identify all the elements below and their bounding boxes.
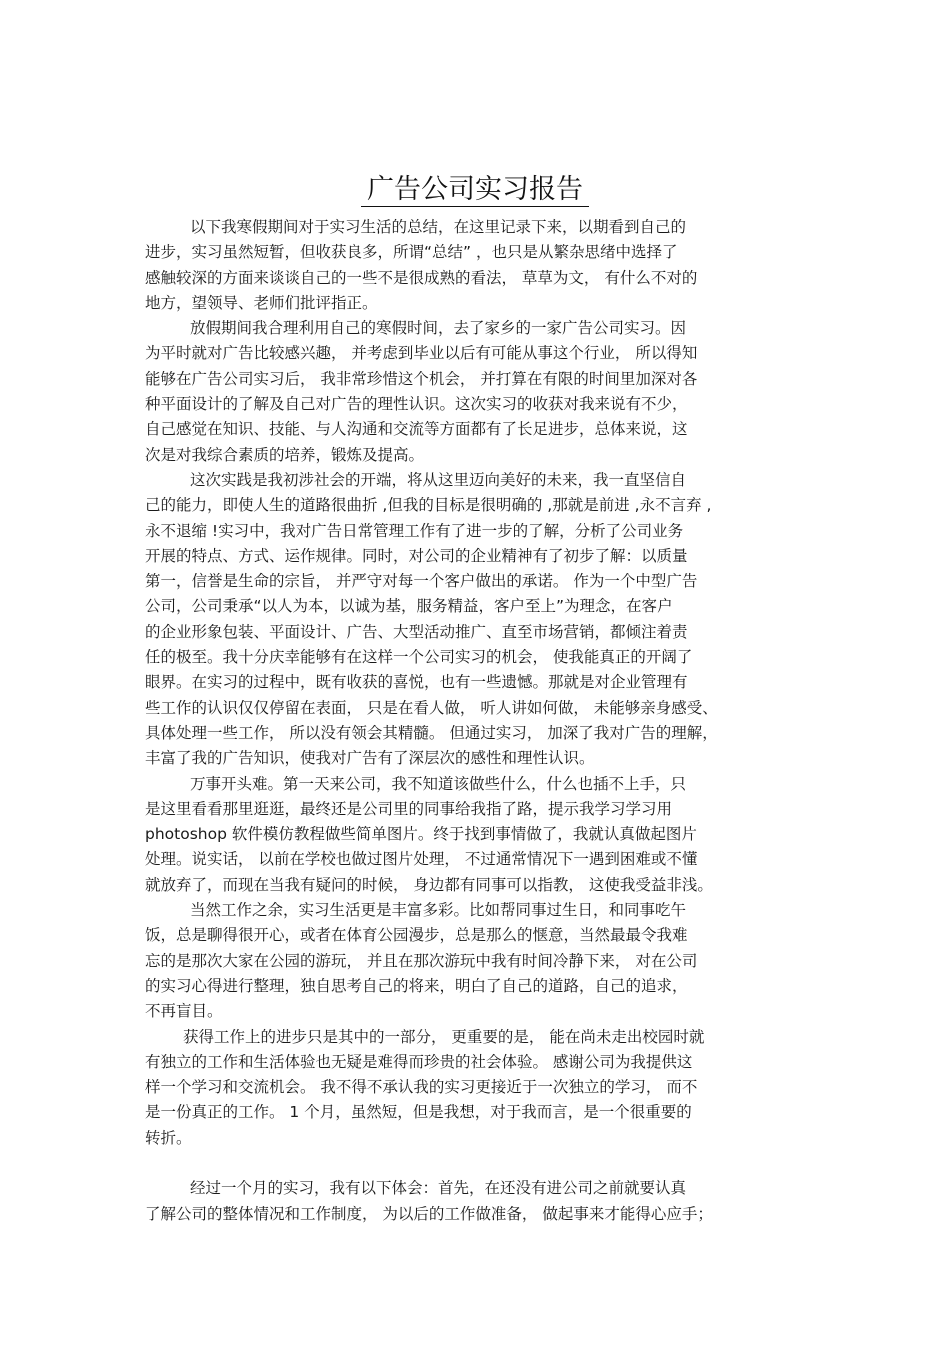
text-line: 放假期间我合理利用自己的寒假时间，去了家乡的一家广告公司实习。因	[190, 319, 687, 338]
text-line: 万事开头难。第一天来公司，我不知道该做些什么，什么也插不上手，只	[190, 774, 687, 793]
text-line: 了解公司的整体情况和工作制度， 为以后的工作做准备， 做起事来才能得心应手；	[145, 1204, 713, 1223]
text-line: 具体处理一些工作， 所以没有领会其精髓。 但通过实习， 加深了我对广告的理解，	[145, 723, 718, 742]
text-line: 当然工作之余，实习生活更是丰富多彩。比如帮同事过生日，和同事吃午	[190, 901, 687, 920]
text-line: 眼界。在实习的过程中，既有收获的喜悦，也有一些遗憾。那就是对企业管理有	[145, 673, 688, 692]
text-line: 样一个学习和交流机会。 我不得不承认我的实习更接近于一次独立的学习， 而不	[145, 1078, 698, 1097]
text-line: 进步，实习虽然短暂，但收获良多，所谓“总结” ，也只是从繁杂思绪中选择了	[145, 243, 678, 262]
text-line: 转折。	[145, 1128, 192, 1147]
text-line: 的实习心得进行整理，独自思考自己的将来，明白了自己的道路，自己的追求，	[145, 976, 688, 995]
text-line: photoshop 软件模仿教程做些简单图片。终于找到事情做了，我就认真做起图片	[145, 825, 697, 844]
text-line: 己的能力，即使人生的道路很曲折 ,但我的目标是很明确的 ,那就是前进 ,永不言弃 ,	[145, 496, 712, 515]
text-line: 经过一个月的实习，我有以下体会：首先，在还没有进公司之前就要认真	[190, 1179, 687, 1198]
text-line: 丰富了我的广告知识，使我对广告有了深层次的感性和理性认识。	[145, 749, 595, 768]
text-line: 是这里看看那里逛逛，最终还是公司里的同事给我指了路，提示我学习学习用	[145, 799, 673, 818]
text-line: 自己感觉在知识、技能、与人沟通和交流等方面都有了长足进步，总体来说，这	[145, 420, 688, 439]
text-line: 种平面设计的了解及自己对广告的理性认识。这次实习的收获对我来说有不少，	[145, 395, 688, 414]
text-line: 以下我寒假期间对于实习生活的总结，在这里记录下来，以期看到自己的	[190, 218, 687, 236]
text-line: 些工作的认识仅仅停留在表面， 只是在看人做， 听人讲如何做， 未能够亲身感受、	[145, 698, 718, 717]
text-line: 开展的特点、方式、运作规律。同时，对公司的企业精神有了初步了解：以质量	[145, 546, 688, 565]
document-title: 广告公司实习报告	[0, 172, 950, 208]
text-line: 是一份真正的工作。 1 个月，虽然短，但是我想，对于我而言，是一个很重要的	[145, 1103, 692, 1122]
text-line: 有独立的工作和生活体验也无疑是难得而珍贵的社会体验。 感谢公司为我提供这	[145, 1052, 693, 1071]
text-line: 能够在广告公司实习后， 我非常珍惜这个机会， 并打算在有限的时间里加深对各	[145, 369, 698, 388]
text-line: 的企业形象包装、平面设计、广告、大型活动推广、直至市场营销，都倾注着责	[145, 622, 688, 641]
text-line: 地方，望领导、老师们批评指正。	[145, 293, 378, 312]
text-line: 获得工作上的进步只是其中的一部分， 更重要的是， 能在尚未走出校园时就	[183, 1027, 705, 1046]
text-line: 为平时就对广告比较感兴趣， 并考虑到毕业以后有可能从事这个行业， 所以得知	[145, 344, 698, 363]
text-line: 公司，公司秉承“以人为本，以诚为基，服务精益，客户至上”为理念，在客户	[145, 597, 673, 616]
text-line: 不再盲目。	[145, 1002, 223, 1021]
blank-line	[145, 1151, 810, 1176]
text-line: 处理。说实话， 以前在学校也做过图片处理， 不过通常情况下一遇到困难或不懂	[145, 850, 698, 869]
document-body	[145, 215, 810, 1227]
text-line: 这次实践是我初涉社会的开端，将从这里迈向美好的未来，我一直坚信自	[190, 470, 687, 489]
text-line: 第一，信誉是生命的宗旨， 并严守对每一个客户做出的承诺。 作为一个中型广告	[145, 572, 698, 591]
text-line: 就放弃了，而现在当我有疑问的时候， 身边都有同事可以指教， 这使我受益非浅。	[145, 875, 713, 894]
text-line: 忘的是那次大家在公园的游玩， 并且在那次游玩中我有时间冷静下来， 对在公司	[145, 951, 698, 970]
text-line: 感触较深的方面来谈谈自己的一些不是很成熟的看法， 草草为文， 有什么不对的	[145, 268, 698, 287]
text-line: 任的极至。我十分庆幸能够有在这样一个公司实习的机会， 使我能真正的开阔了	[145, 648, 693, 667]
text-line: 饭，总是聊得很开心，或者在体育公园漫步，总是那么的惬意，当然最最令我难	[145, 926, 688, 945]
text-line: 次是对我综合素质的培养，锻炼及提高。	[145, 445, 425, 464]
text-line: 永不退缩 !实习中，我对广告日常管理工作有了进一步的了解，分析了公司业务	[145, 521, 684, 540]
